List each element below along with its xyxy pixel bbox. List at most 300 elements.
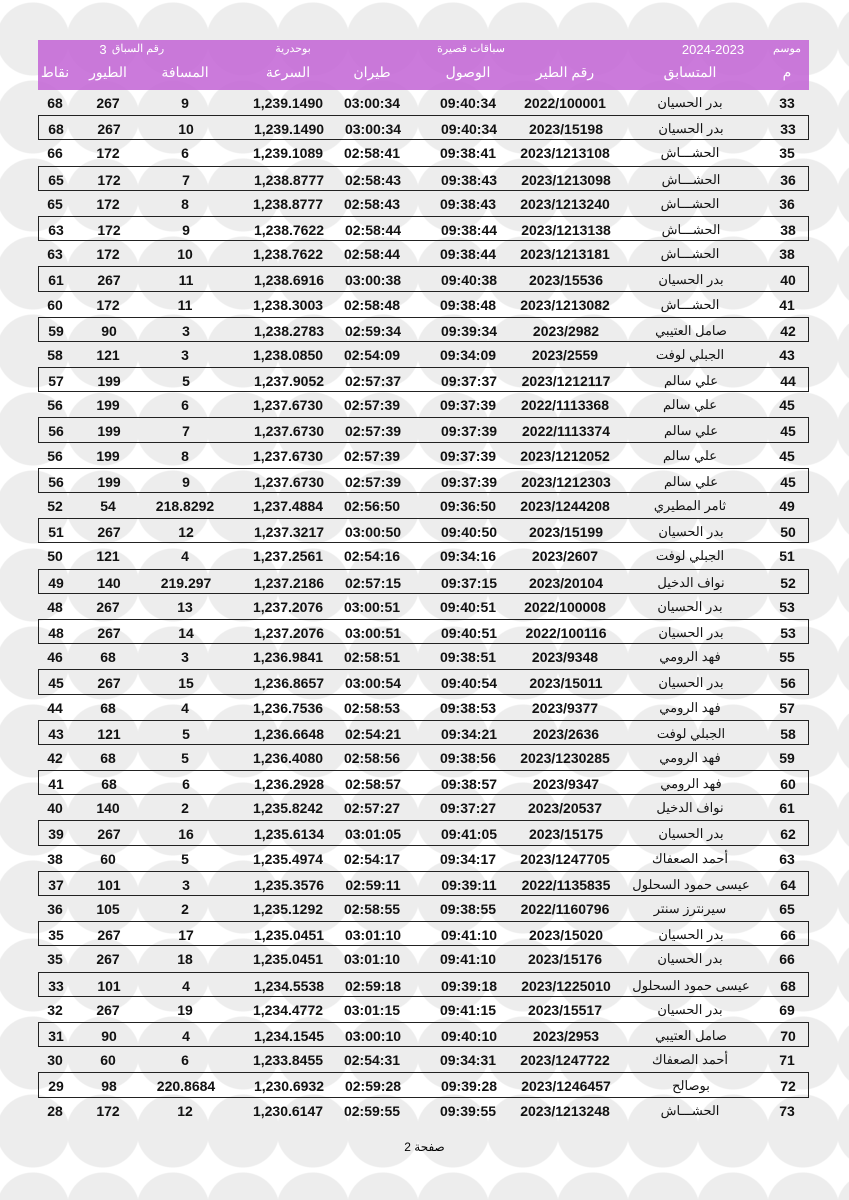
cell-distance: 15 <box>178 675 194 692</box>
cell-arrival-time: 09:39:55 <box>439 1102 497 1119</box>
cell-distance: 14 <box>178 624 194 641</box>
cell-rank: 71 <box>779 1052 795 1069</box>
cell-flight-time: 03:01:15 <box>343 1001 401 1018</box>
cell-flight-time: 02:58:53 <box>343 699 401 716</box>
cell-arrival-time: 09:39:28 <box>440 1078 498 1095</box>
cell-speed: 1,235.1292 <box>252 901 324 917</box>
cell-birds: 267 <box>97 675 121 692</box>
cell-points: 61 <box>48 272 64 289</box>
cell-ring-number: 2023/1213240 <box>520 195 610 212</box>
cell-ring-number: 2022/1113368 <box>521 397 609 414</box>
cell-distance: 2 <box>181 800 189 817</box>
cell-ring-number: 2023/20104 <box>529 574 603 591</box>
cell-fancier-name: الحشـــاش <box>660 246 720 262</box>
table-row <box>38 292 809 317</box>
cell-arrival-time: 09:38:44 <box>439 246 497 263</box>
column-headers <box>38 64 809 88</box>
cell-points: 44 <box>47 699 63 716</box>
cell-distance: 12 <box>177 1102 193 1119</box>
cell-distance: 9 <box>182 473 190 490</box>
cell-birds: 140 <box>96 800 120 817</box>
cell-flight-time: 03:00:51 <box>344 624 402 641</box>
column-header-flight-time: طيران <box>353 64 391 80</box>
table-row <box>38 720 809 745</box>
cell-speed: 1,237.6730 <box>253 423 325 440</box>
cell-birds: 267 <box>97 826 121 843</box>
cell-distance: 3 <box>182 876 190 893</box>
cell-ring-number: 2022/1135835 <box>521 876 611 893</box>
cell-fancier-name: علي سالم <box>664 423 718 439</box>
cell-fancier-name: فهد الرومي <box>659 749 721 765</box>
cell-arrival-time: 09:38:55 <box>439 901 497 917</box>
column-header-fancier-name: المتسابق <box>663 64 717 80</box>
cell-speed: 1,238.3003 <box>252 296 324 313</box>
cell-arrival-time: 09:41:10 <box>440 927 498 944</box>
cell-rank: 53 <box>780 624 796 641</box>
cell-flight-time: 02:58:44 <box>344 221 402 238</box>
cell-birds: 199 <box>97 473 121 490</box>
table-row <box>38 115 809 140</box>
cell-speed: 1,238.7622 <box>252 246 324 263</box>
cell-arrival-time: 09:38:41 <box>439 145 497 162</box>
cell-distance: 9 <box>181 95 189 111</box>
table-row <box>38 997 809 1022</box>
cell-points: 52 <box>47 498 63 514</box>
table-row <box>38 846 809 871</box>
cell-fancier-name: ثامر المطيري <box>653 498 727 513</box>
cell-arrival-time: 09:39:18 <box>440 977 498 994</box>
cell-arrival-time: 09:38:43 <box>440 171 498 188</box>
cell-birds: 121 <box>96 548 120 565</box>
cell-fancier-name: بدر الحسيان <box>657 95 723 110</box>
location: بوحدرية <box>275 43 311 55</box>
table-row <box>38 695 809 720</box>
cell-ring-number: 2023/1213098 <box>521 171 611 188</box>
cell-flight-time: 03:00:51 <box>343 598 401 615</box>
table-row <box>38 896 809 921</box>
cell-fancier-name: بدر الحسيان <box>658 121 724 137</box>
cell-rank: 49 <box>779 498 795 514</box>
cell-fancier-name: الحشـــاش <box>661 221 721 237</box>
cell-arrival-time: 09:34:17 <box>439 850 497 867</box>
cell-fancier-name: بدر الحسيان <box>657 598 723 614</box>
cell-birds: 199 <box>96 397 120 414</box>
cell-ring-number: 2023/2953 <box>532 1027 600 1044</box>
cell-ring-number: 2023/1212117 <box>521 373 611 390</box>
cell-rank: 50 <box>780 524 796 541</box>
results-table <box>38 90 809 1123</box>
cell-distance: 5 <box>182 725 190 742</box>
cell-speed: 1,236.7536 <box>252 699 324 716</box>
cell-ring-number: 2023/1247705 <box>520 850 610 867</box>
cell-speed: 1,230.6147 <box>252 1102 324 1119</box>
cell-fancier-name: علي سالم <box>664 373 718 389</box>
cell-ring-number: 2022/100116 <box>525 624 607 641</box>
cell-fancier-name: نواف الدخيل <box>656 800 724 816</box>
table-header <box>38 40 809 90</box>
table-row <box>38 90 809 115</box>
cell-ring-number: 2023/15199 <box>529 524 603 541</box>
cell-flight-time: 03:01:05 <box>344 826 402 843</box>
cell-points: 30 <box>47 1052 63 1069</box>
cell-flight-time: 02:59:28 <box>344 1078 402 1095</box>
cell-points: 56 <box>48 473 64 490</box>
cell-ring-number: 2023/1225010 <box>521 977 611 994</box>
cell-ring-number: 2023/1212303 <box>521 473 611 490</box>
table-row <box>38 443 809 468</box>
cell-distance: 7 <box>182 171 190 188</box>
cell-rank: 42 <box>780 322 796 339</box>
cell-arrival-time: 09:41:05 <box>440 826 498 843</box>
cell-distance: 219.297 <box>160 574 212 591</box>
cell-rank: 62 <box>780 826 796 843</box>
cell-speed: 1,239.1490 <box>252 95 324 111</box>
cell-distance: 18 <box>177 951 193 968</box>
page-number: صفحة 2 <box>404 1140 445 1154</box>
season: 2024-2023 <box>681 42 745 57</box>
cell-speed: 1,238.6916 <box>253 272 325 289</box>
table-row <box>38 266 809 291</box>
column-header-arrival-time: الوصول <box>445 64 491 80</box>
cell-birds: 172 <box>96 1102 120 1119</box>
race-number: 3 <box>99 42 107 57</box>
table-row <box>38 770 809 795</box>
cell-ring-number: 2023/1246457 <box>521 1078 611 1095</box>
table-row <box>38 468 809 493</box>
table-row <box>38 669 809 694</box>
cell-points: 28 <box>47 1102 63 1119</box>
cell-points: 42 <box>47 749 63 766</box>
cell-arrival-time: 09:40:51 <box>439 598 497 615</box>
cell-points: 46 <box>47 649 63 666</box>
cell-ring-number: 2022/1160796 <box>520 901 610 917</box>
cell-birds: 199 <box>97 373 121 390</box>
cell-fancier-name: علي سالم <box>664 473 718 489</box>
column-header-rank: م <box>782 64 792 80</box>
cell-arrival-time: 09:39:34 <box>440 322 498 339</box>
cell-birds: 101 <box>97 876 121 893</box>
cell-birds: 267 <box>96 598 120 615</box>
cell-points: 48 <box>48 624 64 641</box>
cell-arrival-time: 09:34:16 <box>439 548 497 565</box>
cell-flight-time: 03:01:10 <box>343 951 401 968</box>
table-row <box>38 216 809 241</box>
cell-birds: 60 <box>100 1052 116 1069</box>
cell-flight-time: 03:01:10 <box>344 927 402 944</box>
cell-ring-number: 2023/1213082 <box>520 296 610 313</box>
cell-distance: 6 <box>181 397 189 414</box>
table-row <box>38 543 809 568</box>
table-row <box>38 795 809 820</box>
cell-distance: 2 <box>181 901 189 917</box>
cell-rank: 64 <box>780 876 796 893</box>
cell-speed: 1,237.2076 <box>253 624 325 641</box>
table-row <box>38 140 809 165</box>
cell-speed: 1,238.0850 <box>252 346 324 363</box>
cell-arrival-time: 09:40:51 <box>440 624 498 641</box>
cell-birds: 267 <box>97 121 121 138</box>
cell-ring-number: 2023/15175 <box>529 826 603 843</box>
cell-fancier-name: عيسى حمود السحلول <box>632 876 750 892</box>
cell-flight-time: 02:57:15 <box>344 574 402 591</box>
cell-distance: 5 <box>182 373 190 390</box>
cell-distance: 6 <box>181 1052 189 1069</box>
table-row <box>38 594 809 619</box>
cell-flight-time: 02:58:48 <box>343 296 401 313</box>
cell-fancier-name: بدر الحسيان <box>658 524 724 540</box>
cell-birds: 172 <box>96 195 120 212</box>
cell-ring-number: 2023/1247722 <box>520 1052 610 1069</box>
cell-birds: 172 <box>96 246 120 263</box>
cell-rank: 43 <box>779 346 795 363</box>
cell-speed: 1,235.8242 <box>252 800 324 817</box>
cell-points: 29 <box>48 1078 64 1095</box>
cell-flight-time: 02:54:09 <box>343 346 401 363</box>
cell-flight-time: 02:58:43 <box>344 171 402 188</box>
table-row <box>38 191 809 216</box>
cell-fancier-name: فهد الرومي <box>659 699 721 715</box>
cell-speed: 1,234.5538 <box>253 977 325 994</box>
race-type: سباقات قصيرة <box>437 43 505 55</box>
cell-distance: 3 <box>181 346 189 363</box>
cell-fancier-name: بوصالح <box>672 1078 710 1094</box>
cell-birds: 267 <box>96 1001 120 1018</box>
cell-points: 59 <box>48 322 64 339</box>
cell-distance: 11 <box>177 296 193 313</box>
cell-arrival-time: 09:37:39 <box>439 397 497 414</box>
cell-birds: 90 <box>101 322 117 339</box>
cell-birds: 267 <box>97 272 121 289</box>
cell-arrival-time: 09:37:27 <box>439 800 497 817</box>
cell-flight-time: 02:57:39 <box>343 447 401 464</box>
cell-distance: 5 <box>181 749 189 766</box>
cell-distance: 4 <box>182 1027 190 1044</box>
cell-rank: 51 <box>779 548 795 565</box>
cell-birds: 199 <box>97 423 121 440</box>
cell-rank: 45 <box>780 423 796 440</box>
cell-rank: 33 <box>779 95 795 111</box>
cell-flight-time: 02:58:43 <box>343 195 401 212</box>
cell-distance: 220.8684 <box>156 1078 216 1095</box>
cell-ring-number: 2023/9348 <box>531 649 599 666</box>
cell-points: 57 <box>48 373 64 390</box>
cell-ring-number: 2023/1213138 <box>521 221 611 238</box>
cell-flight-time: 02:54:31 <box>343 1052 401 1069</box>
cell-distance: 12 <box>178 524 194 541</box>
table-row <box>38 1098 809 1123</box>
cell-ring-number: 2023/15517 <box>528 1001 602 1018</box>
cell-speed: 1,238.8777 <box>252 195 324 212</box>
cell-ring-number: 2023/15198 <box>529 121 603 138</box>
cell-speed: 1,233.8455 <box>252 1052 324 1069</box>
cell-speed: 1,237.9052 <box>253 373 325 390</box>
cell-rank: 45 <box>780 473 796 490</box>
cell-speed: 1,237.6730 <box>252 447 324 464</box>
cell-speed: 1,237.2561 <box>252 548 324 565</box>
cell-rank: 40 <box>780 272 796 289</box>
cell-rank: 45 <box>779 447 795 464</box>
cell-fancier-name: بدر الحسيان <box>658 675 724 691</box>
cell-points: 45 <box>48 675 64 692</box>
cell-speed: 1,237.6730 <box>252 397 324 414</box>
cell-points: 63 <box>48 221 64 238</box>
cell-ring-number: 2023/15176 <box>528 951 602 968</box>
cell-fancier-name: بدر الحسيان <box>658 927 724 943</box>
cell-arrival-time: 09:40:34 <box>440 121 498 138</box>
table-row <box>38 493 809 518</box>
cell-speed: 1,235.6134 <box>253 826 325 843</box>
cell-speed: 1,237.2076 <box>252 598 324 615</box>
cell-flight-time: 02:58:55 <box>343 901 401 917</box>
cell-flight-time: 02:57:27 <box>343 800 401 817</box>
cell-rank: 70 <box>780 1027 796 1044</box>
column-header-distance: المسافة <box>161 64 209 80</box>
cell-speed: 1,235.4974 <box>252 850 324 867</box>
cell-flight-time: 02:54:21 <box>344 725 402 742</box>
cell-flight-time: 02:57:39 <box>344 423 402 440</box>
table-row <box>38 1072 809 1097</box>
cell-ring-number: 2023/15011 <box>529 675 603 692</box>
cell-arrival-time: 09:40:34 <box>439 95 497 111</box>
cell-flight-time: 03:00:54 <box>344 675 402 692</box>
cell-points: 56 <box>47 397 63 414</box>
cell-fancier-name: الحشـــاش <box>660 296 720 312</box>
cell-points: 58 <box>47 346 63 363</box>
cell-ring-number: 2022/100008 <box>524 598 606 615</box>
cell-speed: 1,239.1089 <box>252 145 324 162</box>
cell-fancier-name: الحشـــاش <box>660 145 720 161</box>
cell-birds: 101 <box>97 977 121 994</box>
cell-fancier-name: نواف الدخيل <box>657 574 725 590</box>
cell-birds: 172 <box>97 221 121 238</box>
cell-birds: 172 <box>96 145 120 162</box>
cell-speed: 1,238.8777 <box>253 171 325 188</box>
cell-distance: 10 <box>177 246 193 263</box>
cell-arrival-time: 09:37:39 <box>440 423 498 440</box>
cell-arrival-time: 09:38:48 <box>439 296 497 313</box>
cell-birds: 172 <box>96 296 120 313</box>
cell-fancier-name: بدر الحسيان <box>657 1001 723 1017</box>
cell-distance: 4 <box>181 699 189 716</box>
cell-fancier-name: بدر الحسيان <box>658 624 724 640</box>
cell-distance: 6 <box>182 776 190 793</box>
season-label: موسم <box>772 43 802 55</box>
race-number-label: رقم السباق <box>111 43 165 55</box>
cell-ring-number: 2023/20537 <box>528 800 602 817</box>
cell-points: 56 <box>47 447 63 464</box>
cell-points: 63 <box>47 246 63 263</box>
race-info-row <box>38 42 809 60</box>
cell-arrival-time: 09:40:54 <box>440 675 498 692</box>
table-row <box>38 946 809 971</box>
column-header-ring-number: رقم الطير <box>535 64 595 80</box>
cell-speed: 1,239.1490 <box>253 121 325 138</box>
cell-fancier-name: الحشـــاش <box>661 171 721 187</box>
cell-arrival-time: 09:41:10 <box>439 951 497 968</box>
cell-flight-time: 03:00:34 <box>344 121 402 138</box>
cell-arrival-time: 09:37:37 <box>440 373 498 390</box>
cell-points: 68 <box>47 95 63 111</box>
cell-birds: 68 <box>101 776 117 793</box>
cell-ring-number: 2023/1213108 <box>520 145 610 162</box>
cell-speed: 1,234.1545 <box>253 1027 325 1044</box>
table-row <box>38 619 809 644</box>
cell-flight-time: 02:59:55 <box>343 1102 401 1119</box>
cell-arrival-time: 09:38:43 <box>439 195 497 212</box>
cell-points: 36 <box>47 901 63 917</box>
cell-rank: 58 <box>780 725 796 742</box>
cell-points: 39 <box>48 826 64 843</box>
column-header-points: نقاط <box>40 64 70 80</box>
table-row <box>38 921 809 946</box>
cell-rank: 52 <box>780 574 796 591</box>
cell-points: 49 <box>48 574 64 591</box>
cell-arrival-time: 09:38:56 <box>439 749 497 766</box>
cell-speed: 1,236.6648 <box>253 725 325 742</box>
cell-fancier-name: الجبلي لوفت <box>655 346 725 362</box>
column-header-speed: السرعة <box>265 64 311 80</box>
cell-speed: 1,237.3217 <box>253 524 325 541</box>
cell-rank: 61 <box>779 800 795 817</box>
cell-distance: 8 <box>181 447 189 464</box>
cell-points: 56 <box>48 423 64 440</box>
table-row <box>38 745 809 770</box>
cell-flight-time: 02:58:57 <box>344 776 402 793</box>
cell-birds: 172 <box>97 171 121 188</box>
cell-speed: 1,238.7622 <box>253 221 325 238</box>
cell-fancier-name: فهد الرومي <box>660 776 722 792</box>
cell-speed: 1,235.0451 <box>252 951 324 968</box>
cell-speed: 1,236.8657 <box>253 675 325 692</box>
cell-points: 35 <box>47 951 63 968</box>
cell-ring-number: 2023/9377 <box>531 699 599 716</box>
cell-points: 48 <box>47 598 63 615</box>
cell-points: 41 <box>48 776 64 793</box>
cell-ring-number: 2023/15020 <box>529 927 603 944</box>
cell-flight-time: 02:59:11 <box>345 876 401 893</box>
table-row <box>38 871 809 896</box>
cell-fancier-name: عيسى حمود السحلول <box>632 977 750 993</box>
cell-rank: 57 <box>779 699 795 716</box>
cell-ring-number: 2023/1213181 <box>520 246 610 263</box>
cell-rank: 44 <box>780 373 796 390</box>
cell-speed: 1,236.2928 <box>253 776 325 793</box>
cell-ring-number: 2023/2982 <box>532 322 600 339</box>
cell-flight-time: 02:58:56 <box>343 749 401 766</box>
cell-rank: 66 <box>779 951 795 968</box>
cell-flight-time: 02:57:37 <box>344 373 402 390</box>
cell-rank: 73 <box>779 1102 795 1119</box>
cell-rank: 72 <box>780 1078 796 1095</box>
cell-points: 66 <box>47 145 63 162</box>
cell-speed: 1,237.2186 <box>253 574 325 591</box>
cell-ring-number: 2023/15536 <box>529 272 603 289</box>
cell-rank: 68 <box>780 977 796 994</box>
cell-arrival-time: 09:34:31 <box>439 1052 497 1069</box>
cell-fancier-name: الحشـــاش <box>660 1102 720 1118</box>
cell-arrival-time: 09:34:21 <box>440 725 498 742</box>
cell-ring-number: 2022/100001 <box>524 95 606 111</box>
cell-flight-time: 02:58:51 <box>343 649 401 666</box>
cell-speed: 1,236.4080 <box>252 749 324 766</box>
cell-arrival-time: 09:39:11 <box>441 876 497 893</box>
cell-speed: 1,237.4884 <box>252 498 324 514</box>
cell-flight-time: 02:54:16 <box>343 548 401 565</box>
cell-speed: 1,236.9841 <box>252 649 324 666</box>
cell-rank: 36 <box>779 195 795 212</box>
cell-fancier-name: بدر الحسيان <box>657 951 723 967</box>
cell-fancier-name: صامل العتيبي <box>655 1027 727 1043</box>
